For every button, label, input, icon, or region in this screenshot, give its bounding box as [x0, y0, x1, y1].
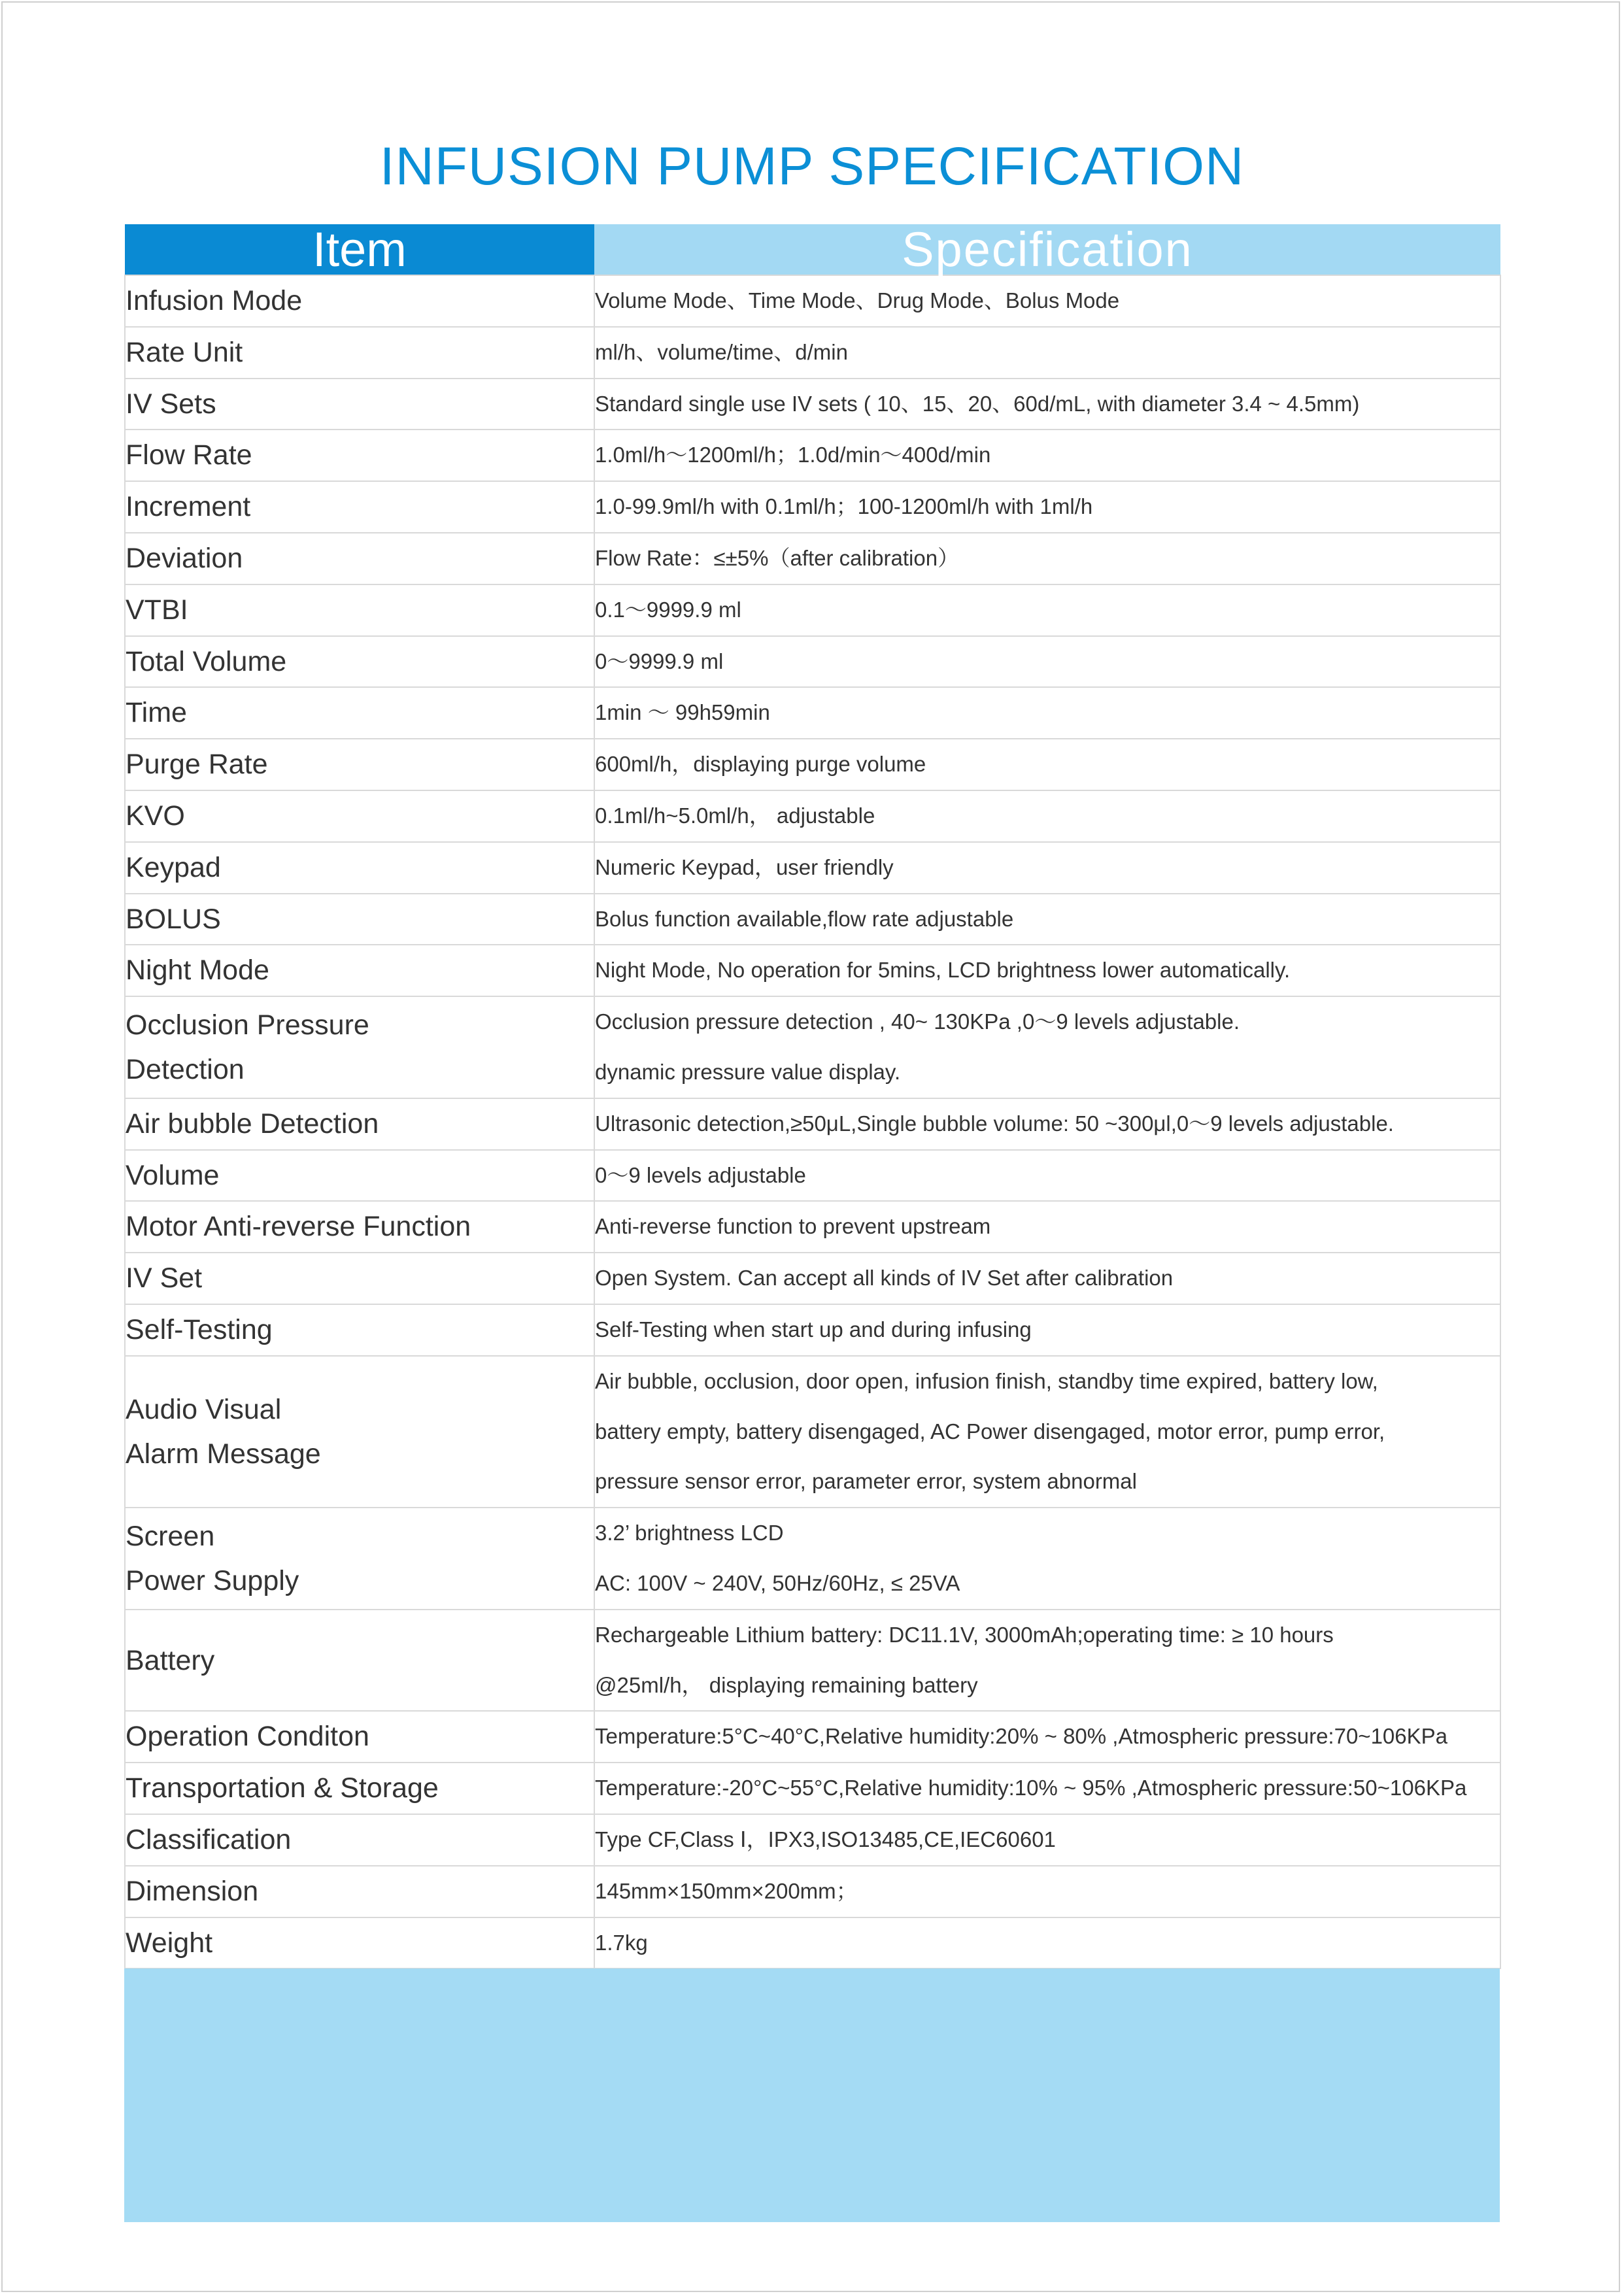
spec-cell: [594, 1253, 1500, 1304]
item-label: Night Mode: [126, 954, 269, 987]
item-cell: [125, 790, 594, 842]
item-cell: [125, 430, 594, 481]
table-row: [125, 894, 1500, 945]
spec-cell: [594, 945, 1500, 996]
spec-value: Flow Rate：≤±5%（after calibration）: [595, 545, 960, 570]
spec-value: 145mm×150mm×200mm；: [595, 1878, 858, 1903]
item-cell: [125, 945, 594, 996]
spec-cell: [594, 379, 1500, 430]
table-row: [125, 687, 1500, 739]
item-cell: [125, 584, 594, 636]
spec-value: 0.1ml/h~5.0ml/h， adjustable: [595, 803, 875, 828]
item-label: Classification: [126, 1823, 292, 1855]
item-cell: [125, 1253, 594, 1304]
spec-value: Type CF,Class Ⅰ，IPX3,ISO13485,CE,IEC60601: [595, 1827, 1056, 1851]
spec-cell: [594, 430, 1500, 481]
spec-cell: [594, 842, 1500, 894]
spec-value: Occlusion pressure detection , 40~ 130KPa ,0～9 levels adjustable.: [595, 1009, 1240, 1034]
item-cell: [125, 1610, 594, 1712]
table-row: [125, 1711, 1500, 1763]
item-label: Operation Conditon: [126, 1721, 369, 1753]
table-row: [125, 1356, 1500, 1508]
item-cell: [125, 1508, 594, 1610]
spec-value: Bolus function available,flow rate adjustable: [595, 906, 1014, 931]
bottom-banner: [124, 1968, 1500, 2222]
spec-value: 0～9999.9 ml: [595, 649, 724, 673]
item-cell: [125, 1304, 594, 1356]
table-row: [125, 1866, 1500, 1917]
table-row: [125, 1253, 1500, 1304]
table-row: [125, 481, 1500, 533]
spec-cell: [594, 1098, 1500, 1150]
table-header-row: [125, 224, 1500, 275]
item-cell: [125, 1150, 594, 1202]
spec-value: dynamic pressure value display.: [595, 1059, 901, 1084]
item-cell: [125, 327, 594, 379]
spec-value: Temperature:5°C~40°C,Relative humidity:20% ~ 80% ,Atmospheric pressure:70~106KPa: [595, 1724, 1447, 1749]
item-cell: [125, 1763, 594, 1814]
item-label: Air bubble Detection: [126, 1107, 379, 1140]
item-cell: [125, 842, 594, 894]
table-row: [125, 739, 1500, 790]
header-specification: Specification: [594, 224, 1500, 275]
item-label: Power Supply: [126, 1564, 299, 1596]
item-label: Battery: [126, 1644, 215, 1676]
table-row: [125, 636, 1500, 688]
item-cell: [125, 636, 594, 688]
table-row: [125, 945, 1500, 996]
spec-cell: [594, 1150, 1500, 1202]
item-label: BOLUS: [126, 903, 221, 935]
spec-value: Self-Testing when start up and during infusing: [595, 1317, 1032, 1342]
table-row: [125, 996, 1500, 1098]
item-cell: [125, 275, 594, 327]
item-cell: [125, 1814, 594, 1866]
spec-value: 1.0ml/h～1200ml/h；1.0d/min～400d/min: [595, 443, 991, 467]
item-label: Deviation: [126, 542, 243, 574]
spec-value: 600ml/h，displaying purge volume: [595, 752, 926, 777]
item-cell: [125, 687, 594, 739]
table-row: [125, 1098, 1500, 1150]
spec-cell: [594, 584, 1500, 636]
item-label: Dimension: [126, 1875, 259, 1907]
item-label: Occlusion Pressure: [126, 1009, 369, 1041]
item-cell: [125, 894, 594, 945]
table-row: [125, 1917, 1500, 1969]
spec-cell: [594, 481, 1500, 533]
page-title: INFUSION PUMP SPECIFICATION: [379, 137, 1245, 196]
spec-cell: [594, 1201, 1500, 1253]
item-label: Weight: [126, 1927, 213, 1959]
spec-value: @25ml/h， displaying remaining battery: [595, 1672, 978, 1697]
item-cell: [125, 1711, 594, 1763]
spec-value: 1min ～ 99h59min: [595, 700, 770, 725]
spec-value: AC: 100V ~ 240V, 50Hz/60Hz, ≤ 25VA: [595, 1570, 960, 1595]
item-label: Transportation & Storage: [126, 1772, 439, 1804]
table-row: [125, 1150, 1500, 1202]
spec-table: [124, 224, 1501, 1969]
spec-cell: [594, 533, 1500, 584]
item-label: IV Set: [126, 1262, 203, 1294]
item-label: Infusion Mode: [126, 285, 303, 316]
spec-cell: [594, 894, 1500, 945]
item-cell: [125, 1866, 594, 1917]
item-cell: [125, 1098, 594, 1150]
item-cell: [125, 533, 594, 584]
table-row: [125, 842, 1500, 894]
item-label: Audio Visual: [126, 1393, 282, 1425]
item-label: Flow Rate: [126, 439, 252, 471]
item-cell: [125, 1917, 594, 1969]
spec-cell: [594, 739, 1500, 790]
item-cell: [125, 996, 594, 1098]
header-item: Item: [125, 224, 594, 275]
table-row: [125, 1201, 1500, 1253]
table-row: [125, 275, 1500, 327]
spec-value: Volume Mode、Time Mode、Drug Mode、Bolus Mode: [595, 288, 1120, 312]
table-row: [125, 430, 1500, 481]
item-label: Motor Anti-reverse Function: [126, 1211, 471, 1243]
spec-value: Anti-reverse function to prevent upstream: [595, 1214, 991, 1239]
spec-cell: [594, 275, 1500, 327]
table-row: [125, 379, 1500, 430]
item-cell: [125, 739, 594, 790]
item-label: Detection: [126, 1053, 245, 1085]
spec-cell: [594, 636, 1500, 688]
item-label: Volume: [126, 1159, 220, 1191]
spec-value: Open System. Can accept all kinds of IV Set after calibration: [595, 1266, 1174, 1291]
spec-value: pressure sensor error, parameter error, system abnormal: [595, 1469, 1137, 1494]
spec-value: Ultrasonic detection,≥50μL,Single bubble volume: 50 ~300μl,0～9 levels adjustable.: [595, 1111, 1394, 1136]
spec-cell: [594, 996, 1500, 1098]
spec-cell: [594, 790, 1500, 842]
spec-cell: [594, 1304, 1500, 1356]
spec-value: Night Mode, No operation for 5mins, LCD brightness lower automatically.: [595, 958, 1291, 983]
spec-value: 1.7kg: [595, 1930, 648, 1955]
table-row: [125, 1304, 1500, 1356]
item-label: Total Volume: [126, 645, 287, 677]
spec-cell: [594, 687, 1500, 739]
spec-cell: [594, 1763, 1500, 1814]
item-label: VTBI: [126, 594, 188, 626]
item-label: Purge Rate: [126, 749, 268, 781]
item-label: Time: [126, 697, 187, 729]
spec-value: 3.2’ brightness LCD: [595, 1521, 784, 1545]
spec-cell: [594, 1866, 1500, 1917]
spec-value: 0.1～9999.9 ml: [595, 597, 741, 622]
spec-value: Temperature:-20°C~55°C,Relative humidity:10% ~ 95% ,Atmospheric pressure:50~106KPa: [595, 1776, 1467, 1800]
item-cell: [125, 1356, 594, 1508]
table-row: [125, 1508, 1500, 1610]
spec-value: Numeric Keypad，user friendly: [595, 854, 894, 879]
spec-cell: [594, 1917, 1500, 1969]
item-label: KVO: [126, 800, 185, 832]
item-label: Increment: [126, 491, 251, 523]
spec-cell: [594, 1508, 1500, 1610]
spec-value: ml/h、volume/time、d/min: [595, 339, 848, 364]
item-cell: [125, 379, 594, 430]
spec-value: Rechargeable Lithium battery: DC11.1V, 3000mAh;operating time: ≥ 10 hours: [595, 1622, 1334, 1647]
table-row: [125, 1763, 1500, 1814]
item-cell: [125, 481, 594, 533]
table-row: [125, 533, 1500, 584]
item-label: IV Sets: [126, 388, 216, 420]
spec-value: Standard single use IV sets ( 10、15、20、60d/mL, with diameter 3.4 ~ 4.5mm): [595, 391, 1360, 416]
item-label: Self-Testing: [126, 1313, 273, 1345]
table-row: [125, 1814, 1500, 1866]
spec-value: battery empty, battery disengaged, AC Power disengaged, motor error, pump error,: [595, 1419, 1385, 1443]
item-label: Screen: [126, 1520, 215, 1552]
item-cell: [125, 1201, 594, 1253]
table-row: [125, 327, 1500, 379]
item-label: Rate Unit: [126, 336, 243, 368]
spec-cell: [594, 1711, 1500, 1763]
spec-cell: [594, 327, 1500, 379]
item-label: Keypad: [126, 851, 221, 883]
table-row: [125, 584, 1500, 636]
table-row: [125, 790, 1500, 842]
spec-cell: [594, 1356, 1500, 1508]
item-label: Alarm Message: [126, 1438, 321, 1470]
spec-cell: [594, 1610, 1500, 1712]
spec-value: Air bubble, occlusion, door open, infusion finish, standby time expired, battery low,: [595, 1368, 1378, 1393]
spec-value: 1.0-99.9ml/h with 0.1ml/h；100-1200ml/h with 1ml/h: [595, 494, 1093, 519]
table-row: [125, 1610, 1500, 1712]
spec-cell: [594, 1814, 1500, 1866]
spec-value: 0～9 levels adjustable: [595, 1162, 806, 1187]
